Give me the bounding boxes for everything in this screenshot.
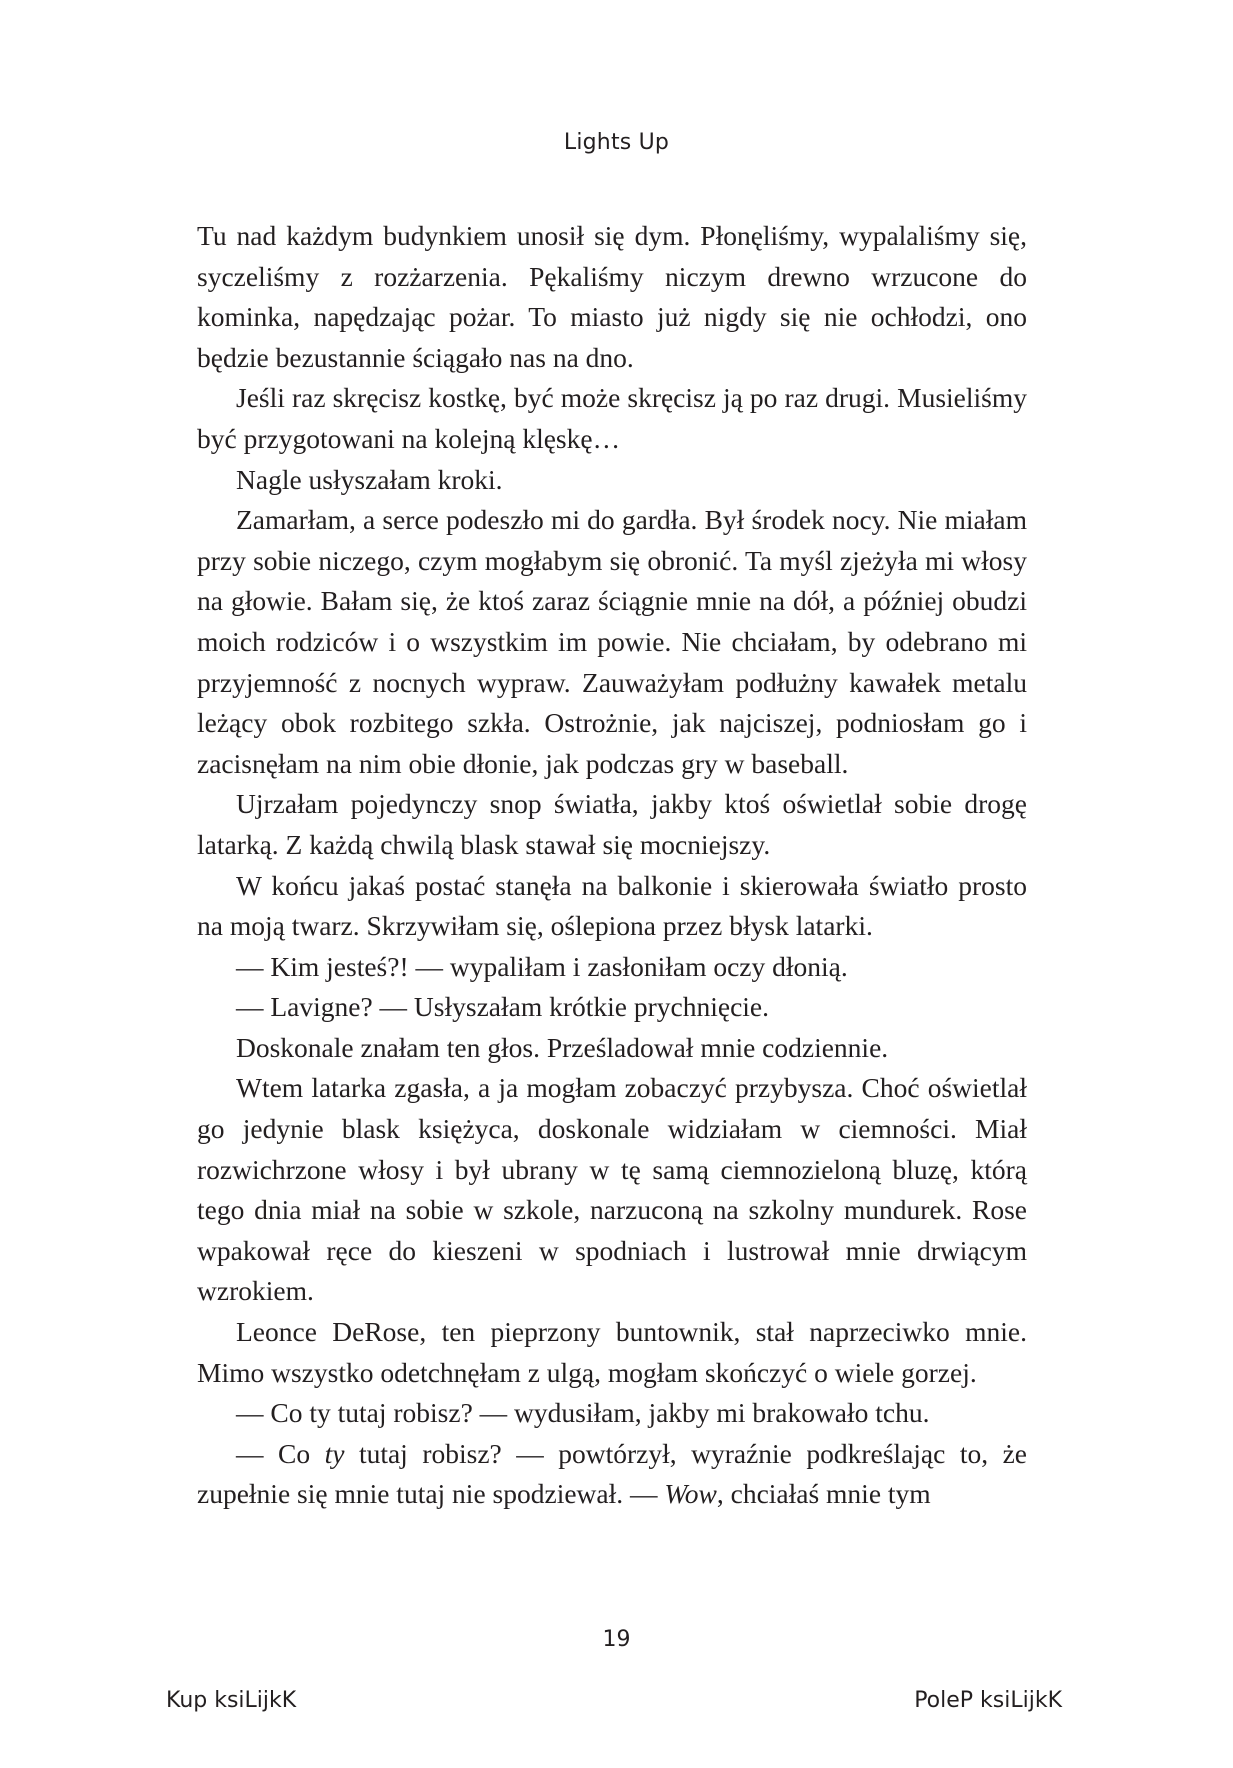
recommend-book-link[interactable]: PoleP ksiLĳkK (914, 1688, 1062, 1713)
paragraph: Doskonale znałam ten głos. Prześladował mnie codziennie. (236, 1031, 889, 1063)
page-number: 19 (602, 1627, 631, 1652)
text-run: — Co (236, 1437, 325, 1469)
paragraph: Tu nad każdym budynkiem unosił się dym. Płonęliśmy, wypalaliśmy się, syczeliśmy z rozżarzenia. Pękaliśmy niczym drewno wrzucone do kominka, napędzając pożar. To miasto już nigdy się nie ochłodzi, ono będzie bezustannie ściągało nas na dno. (197, 220, 1027, 373)
running-title: Lights Up (563, 130, 670, 155)
book-text (197, 216, 1027, 1515)
text-run: tutaj robisz? — powtórzył, wyraźnie podkreślając to, że zupełnie się mnie tutaj nie spodziewał. — (197, 1437, 1027, 1510)
dialogue-line: — Co ty tutaj robisz? — wydusiłam, jakby mi brakowało tchu. (236, 1397, 930, 1429)
dialogue-line: — Lavigne? — Usłyszałam krótkie prychnięcie. (236, 991, 770, 1023)
paragraph: Leonce DeRose, ten pieprzony buntownik, stał naprzeciwko mnie. Mimo wszystko odetchnęłam z ulgą, mogłam skończyć o wiele gorzej. (197, 1316, 1027, 1388)
dialogue-line: — Kim jesteś?! — wypaliłam i zasłoniłam oczy dłonią. (236, 950, 848, 982)
dialogue-line-last (197, 1434, 1027, 1515)
paragraph: Ujrzałam pojedynczy snop światła, jakby ktoś oświetlał sobie drogę latarką. Z każdą chwilą blask stawał się mocniejszy. (197, 788, 1027, 860)
text-run: , chciałaś mnie tym (716, 1478, 931, 1510)
paragraph: Nagle usłyszałam kroki. (236, 463, 503, 495)
paragraph: Wtem latarka zgasła, a ja mogłam zobaczyć przybysza. Choć oświetlał go jedynie blask księżyca, doskonale widziałam w ciemności. Miał rozwichrzone włosy i był ubrany w tę samą ciemnozieloną bluzę, którą tego dnia miał na sobie w szkole, narzuconą na szkolny mundurek. Rose wpakował ręce do kieszeni w spodniach i lustrował mnie drwiącym wzrokiem. (197, 1072, 1027, 1307)
emphasis-text: Wow (664, 1478, 717, 1510)
paragraph: Zamarłam, a serce podeszło mi do gardła. Był środek nocy. Nie miałam przy sobie niczego, czym mogłabym się obronić. Ta myśl zjeżyła mi włosy na głowie. Bałam się, że ktoś zaraz ściągnie mnie na dół, a później obudzi moich rodziców i o wszystkim im powie. Nie chciałam, by odebrano mi przyjemność z nocnych wypraw. Zauważyłam podłużny kawałek metalu leżący obok rozbitego szkła. Ostrożnie, jak najciszej, podniosłam go i zacisnęłam na nim obie dłonie, jak podczas gry w baseball. (197, 504, 1027, 779)
buy-book-link[interactable]: Kup ksiLĳkK (166, 1688, 297, 1713)
paragraph: W końcu jakaś postać stanęła na balkonie i skierowała światło prosto na moją twarz. Skrzywiłam się, oślepiona przez błysk latarki. (197, 869, 1027, 942)
emphasis-text: ty (324, 1437, 345, 1469)
paragraph: Jeśli raz skręcisz kostkę, być może skręcisz ją po raz drugi. Musieliśmy być przygotowani na kolejną klęskę… (197, 382, 1027, 454)
